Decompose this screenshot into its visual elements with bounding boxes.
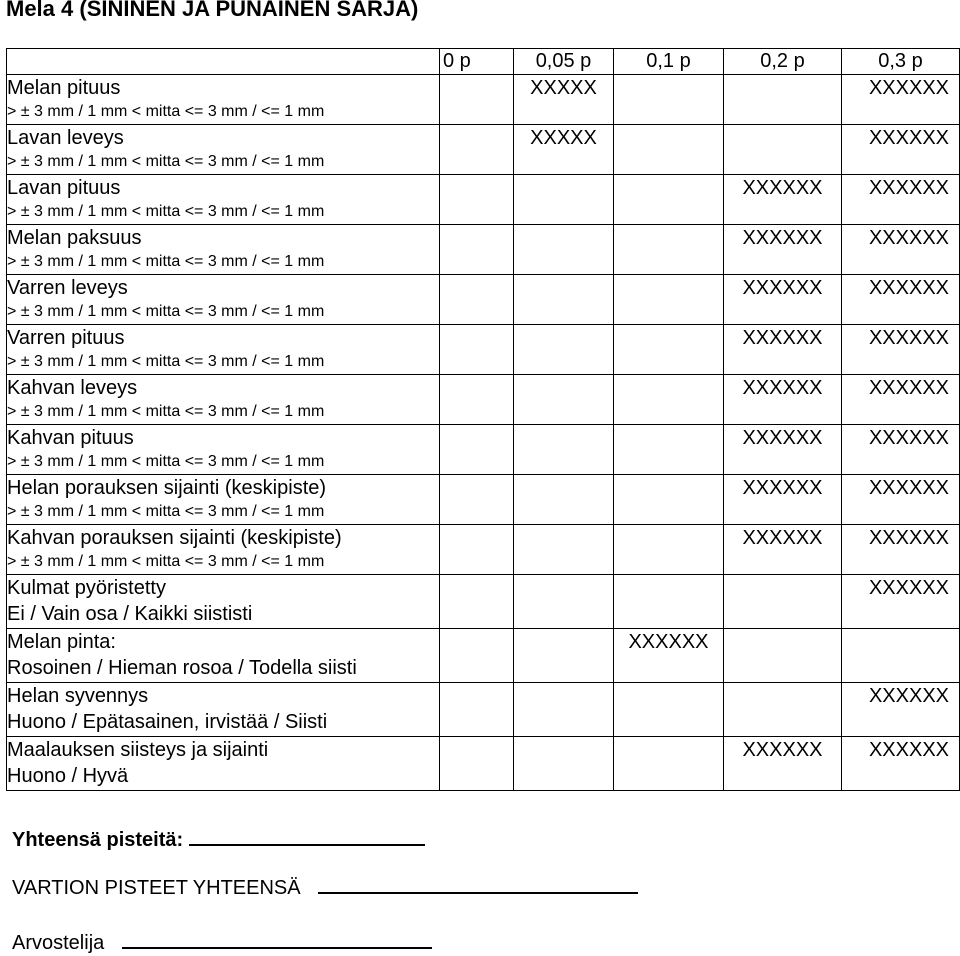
score-cell-2[interactable] (614, 425, 724, 475)
score-cell-2[interactable] (614, 737, 724, 791)
table-row (7, 175, 960, 225)
score-cell-2[interactable] (614, 325, 724, 375)
score-cell-2[interactable] (614, 225, 724, 275)
score-cell-2[interactable] (614, 683, 724, 737)
table-row (7, 225, 960, 275)
criterion-cell (7, 175, 440, 225)
criterion-label: Varren pituus (7, 327, 125, 349)
score-cell-4[interactable]: XXXXXX (842, 375, 960, 425)
criterion-cell (7, 575, 440, 629)
team-total-blank-line[interactable] (318, 874, 638, 894)
criterion-label: Melan paksuus (7, 227, 142, 249)
criterion-label: Varren leveys (7, 277, 128, 299)
criterion-label: Helan syvennys (7, 685, 149, 707)
criterion-label: Lavan leveys (7, 127, 124, 149)
table-row (7, 125, 960, 175)
table-row (7, 275, 960, 325)
score-cell-2[interactable] (614, 575, 724, 629)
criterion-cell (7, 375, 440, 425)
score-cell-4[interactable]: XXXXXX (842, 475, 960, 525)
criterion-cell (7, 275, 440, 325)
score-cell-0[interactable] (440, 525, 514, 575)
criterion-scale: > ± 3 mm / 1 mm < mitta <= 3 mm / <= 1 mm (7, 503, 325, 520)
criterion-cell (7, 737, 440, 791)
total-points-blank-line[interactable] (189, 826, 425, 846)
score-cell-2[interactable] (614, 175, 724, 225)
criterion-label: Kahvan pituus (7, 427, 134, 449)
table-row (7, 575, 960, 629)
score-cell-0[interactable] (440, 225, 514, 275)
score-cell-1[interactable] (514, 575, 614, 629)
score-cell-3[interactable]: XXXXXX (724, 225, 842, 275)
criterion-cell (7, 475, 440, 525)
score-cell-3[interactable]: XXXXXX (724, 375, 842, 425)
score-cell-3[interactable] (724, 629, 842, 683)
score-cell-3[interactable]: XXXXXX (724, 525, 842, 575)
table-row (7, 75, 960, 125)
score-cell-4[interactable]: XXXXXX (842, 325, 960, 375)
score-cell-0[interactable] (440, 175, 514, 225)
score-cell-4[interactable] (842, 629, 960, 683)
criterion-scale: > ± 3 mm / 1 mm < mitta <= 3 mm / <= 1 mm (7, 403, 325, 420)
score-cell-3[interactable] (724, 75, 842, 125)
criterion-cell (7, 629, 440, 683)
score-cell-1[interactable] (514, 475, 614, 525)
score-cell-1[interactable] (514, 425, 614, 475)
score-cell-4[interactable]: XXXXXX (842, 125, 960, 175)
criterion-label: Kahvan porauksen sijainti (keskipiste) (7, 527, 342, 549)
rater-blank-line[interactable] (122, 929, 432, 949)
criterion-scale: Ei / Vain osa / Kaikki siististi (7, 603, 253, 625)
score-cell-2[interactable] (614, 75, 724, 125)
total-points-label: Yhteensä pisteitä: (12, 829, 184, 851)
score-cell-0[interactable] (440, 629, 514, 683)
criterion-label: Helan porauksen sijainti (keskipiste) (7, 477, 327, 499)
team-total-label: VARTION PISTEET YHTEENSÄ (12, 877, 301, 899)
scoring-table (6, 48, 960, 791)
score-cell-4[interactable]: XXXXXX (842, 225, 960, 275)
score-cell-1[interactable] (514, 737, 614, 791)
table-header-row (7, 49, 960, 75)
score-cell-0[interactable] (440, 425, 514, 475)
score-cell-2[interactable] (614, 125, 724, 175)
score-cell-0[interactable] (440, 75, 514, 125)
score-cell-1[interactable]: XXXXX (514, 75, 614, 125)
score-cell-3[interactable] (724, 683, 842, 737)
score-cell-0[interactable] (440, 375, 514, 425)
criterion-scale: > ± 3 mm / 1 mm < mitta <= 3 mm / <= 1 mm (7, 353, 325, 370)
score-header-3: 0,2 p (724, 49, 842, 75)
criterion-scale: > ± 3 mm / 1 mm < mitta <= 3 mm / <= 1 mm (7, 153, 325, 170)
table-row (7, 525, 960, 575)
criterion-cell (7, 525, 440, 575)
criterion-cell (7, 683, 440, 737)
table-row (7, 683, 960, 737)
score-cell-1[interactable] (514, 325, 614, 375)
score-header-1: 0,05 p (514, 49, 614, 75)
criterion-label: Kulmat pyöristetty (7, 577, 166, 599)
criterion-scale: > ± 3 mm / 1 mm < mitta <= 3 mm / <= 1 mm (7, 103, 325, 120)
score-header-0: 0 p (440, 49, 514, 75)
page-title: Mela 4 (SININEN JA PUNAINEN SARJA) (6, 0, 419, 21)
criterion-scale: Huono / Hyvä (7, 765, 129, 787)
criterion-label: Lavan pituus (7, 177, 121, 199)
score-cell-3[interactable]: XXXXXX (724, 475, 842, 525)
criterion-cell (7, 75, 440, 125)
score-cell-1[interactable] (514, 225, 614, 275)
score-cell-0[interactable] (440, 683, 514, 737)
score-cell-1[interactable] (514, 629, 614, 683)
score-cell-4[interactable]: XXXXXX (842, 575, 960, 629)
table-row (7, 475, 960, 525)
score-cell-2[interactable] (614, 525, 724, 575)
score-cell-4[interactable]: XXXXXX (842, 275, 960, 325)
criterion-scale: > ± 3 mm / 1 mm < mitta <= 3 mm / <= 1 mm (7, 453, 325, 470)
criterion-scale: Huono / Epätasainen, irvistää / Siisti (7, 711, 328, 733)
criterion-scale: > ± 3 mm / 1 mm < mitta <= 3 mm / <= 1 mm (7, 303, 325, 320)
criterion-scale: > ± 3 mm / 1 mm < mitta <= 3 mm / <= 1 mm (7, 253, 325, 270)
total-points-row (12, 826, 425, 853)
criterion-scale: > ± 3 mm / 1 mm < mitta <= 3 mm / <= 1 mm (7, 553, 325, 570)
table-row (7, 629, 960, 683)
score-cell-0[interactable] (440, 575, 514, 629)
criterion-scale: > ± 3 mm / 1 mm < mitta <= 3 mm / <= 1 mm (7, 203, 325, 220)
criterion-label: Melan pituus (7, 77, 121, 99)
score-cell-4[interactable]: XXXXXX (842, 683, 960, 737)
score-cell-2[interactable] (614, 475, 724, 525)
score-cell-1[interactable] (514, 375, 614, 425)
criterion-label: Kahvan leveys (7, 377, 138, 399)
criterion-cell (7, 425, 440, 475)
rater-row (12, 929, 432, 956)
score-cell-4[interactable]: XXXXXX (842, 425, 960, 475)
score-cell-2[interactable] (614, 375, 724, 425)
criterion-label: Maalauksen siisteys ja sijainti (7, 739, 269, 761)
score-cell-4[interactable]: XXXXXX (842, 175, 960, 225)
score-cell-0[interactable] (440, 475, 514, 525)
score-cell-2[interactable] (614, 275, 724, 325)
score-cell-1[interactable] (514, 683, 614, 737)
score-cell-0[interactable] (440, 125, 514, 175)
score-cell-2[interactable]: XXXXXX (614, 629, 724, 683)
score-header-2: 0,1 p (614, 49, 724, 75)
criterion-label: Melan pinta: (7, 631, 116, 653)
score-cell-4[interactable]: XXXXXX (842, 525, 960, 575)
score-cell-3[interactable]: XXXXXX (724, 175, 842, 225)
score-cell-1[interactable]: XXXXX (514, 125, 614, 175)
score-cell-1[interactable] (514, 175, 614, 225)
criterion-scale: Rosoinen / Hieman rosoa / Todella siisti (7, 657, 357, 679)
score-cell-3[interactable]: XXXXXX (724, 325, 842, 375)
table-row (7, 325, 960, 375)
criterion-cell (7, 225, 440, 275)
score-cell-3[interactable] (724, 125, 842, 175)
header-blank-cell (7, 49, 440, 75)
rater-label: Arvostelija (12, 932, 105, 954)
score-cell-3[interactable]: XXXXXX (724, 737, 842, 791)
score-cell-4[interactable]: XXXXXX (842, 737, 960, 791)
score-cell-1[interactable] (514, 275, 614, 325)
score-cell-4[interactable]: XXXXXX (842, 75, 960, 125)
table-row (7, 425, 960, 475)
score-cell-0[interactable] (440, 737, 514, 791)
table-row (7, 737, 960, 791)
score-cell-3[interactable]: XXXXXX (724, 275, 842, 325)
score-cell-3[interactable]: XXXXXX (724, 425, 842, 475)
score-header-4: 0,3 p (842, 49, 960, 75)
score-cell-0[interactable] (440, 275, 514, 325)
score-cell-3[interactable] (724, 575, 842, 629)
criterion-cell (7, 325, 440, 375)
table-row (7, 375, 960, 425)
team-total-row (12, 874, 638, 901)
score-cell-1[interactable] (514, 525, 614, 575)
criterion-cell (7, 125, 440, 175)
score-cell-0[interactable] (440, 325, 514, 375)
